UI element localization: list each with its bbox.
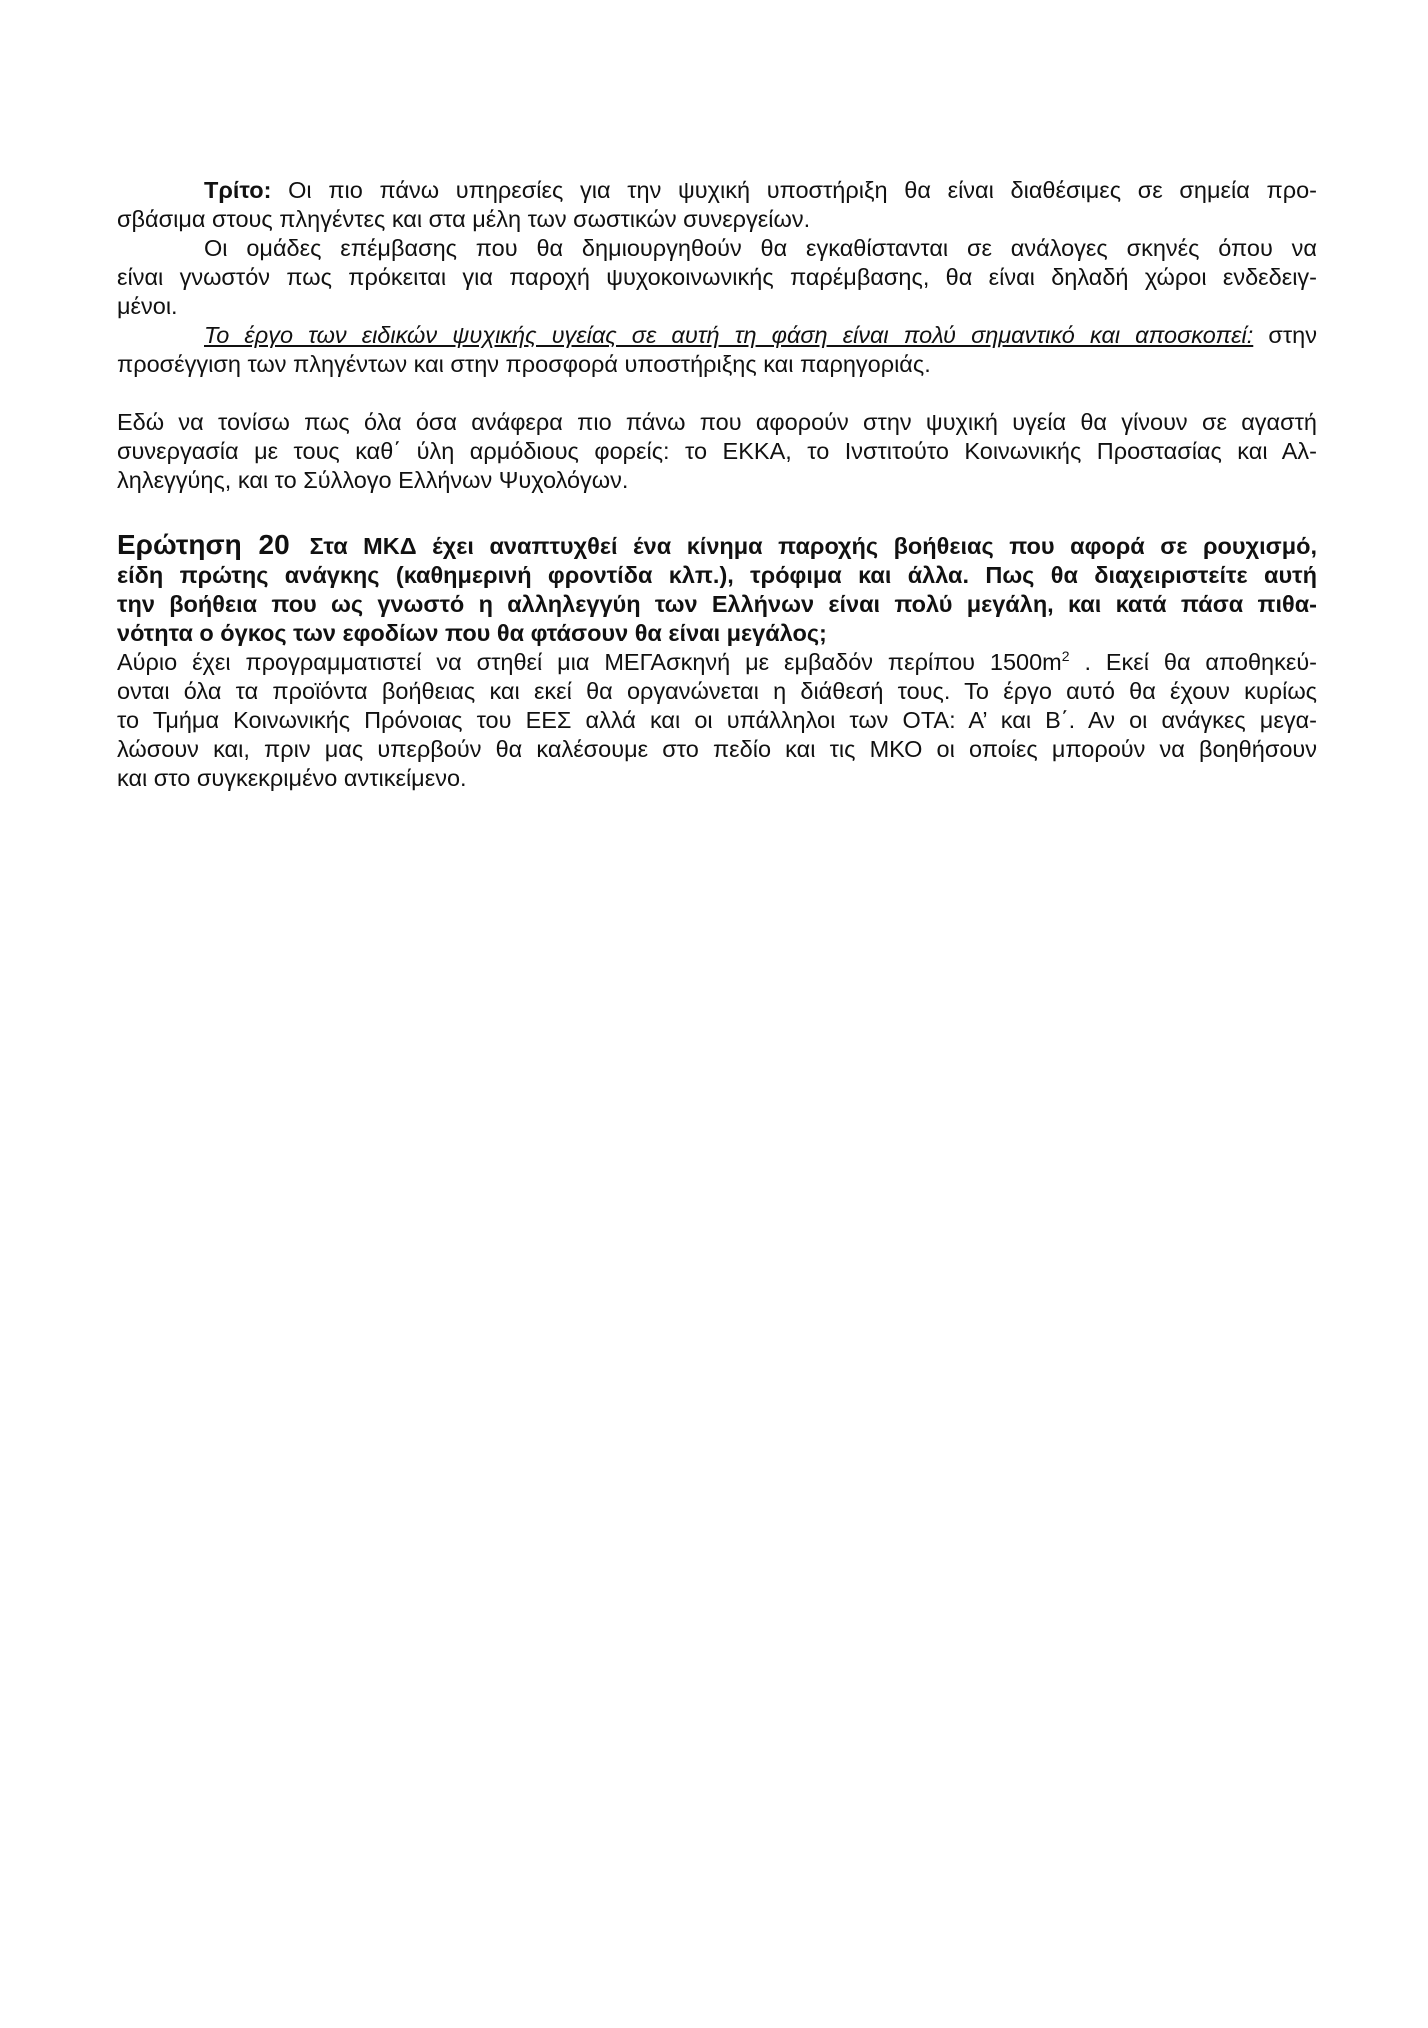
answer-20 xyxy=(117,648,1317,793)
paragraph-third-point xyxy=(117,176,1317,234)
document-page xyxy=(117,176,1317,793)
para2-line2: είναι γνωστόν πως πρόκειται για παροχή ψυχοκοινωνικής παρέμβασης, θα είναι δηλαδή χώροι ενδεδειγ- xyxy=(117,264,1317,290)
question-line1: Στα ΜΚΔ έχει αναπτυχθεί ένα κίνημα παροχής βοήθειας που αφορά σε ρουχισμό, xyxy=(309,533,1317,559)
question-label: Ερώτηση 20 xyxy=(117,529,290,560)
answer-line3: το Τμήμα Κοινωνικής Πρόνοιας του ΕΕΣ αλλά και οι υπάλληλοι των ΟΤΑ: Α’ και Β΄. Αν οι ανάγκες μεγα- xyxy=(117,707,1317,733)
spacer xyxy=(117,379,1317,408)
para4-line2: συνεργασία με τους καθ΄ ύλη αρμόδιους φορείς: το ΕΚΚΑ, το Ινστιτούτο Κοινωνικής Προστασίας και Αλ- xyxy=(117,438,1317,464)
para3-line1-rest: στην xyxy=(1253,322,1317,348)
question-line4: νότητα ο όγκος των εφοδίων που θα φτάσουν θα είναι μεγάλος; xyxy=(117,620,827,646)
answer-line4: λώσουν και, πριν μας υπερβούν θα καλέσουμε στο πεδίο και τις ΜΚΟ οι οποίες μπορούν να βοηθήσουν xyxy=(117,736,1317,762)
answer-line1a: Αύριο έχει προγραμματιστεί να στηθεί μια ΜΕΓΑσκηνή με εμβαδόν περίπου 1500m xyxy=(117,649,1062,675)
para2-line3: μένοι. xyxy=(117,293,178,319)
emphasis-text: Το έργο των ειδικών ψυχικής υγείας σε αυτή τη φάση είναι πολύ σημαντικό και αποσκοπεί: xyxy=(204,322,1254,348)
para2-line1: Οι ομάδες επέμβασης που θα δημιουργηθούν θα εγκαθίστανται σε ανάλογες σκηνές όπου να xyxy=(204,235,1317,261)
question-line2: είδη πρώτης ανάγκης (καθημερινή φροντίδα κλπ.), τρόφιμα και άλλα. Πως θα διαχειριστείτε αυτή xyxy=(117,562,1317,588)
text-line xyxy=(117,530,1317,561)
spacer xyxy=(117,495,1317,524)
answer-line1b: . Εκεί θα αποθηκεύ- xyxy=(1069,649,1317,675)
text-line xyxy=(117,648,1317,677)
paragraph-cooperation xyxy=(117,408,1317,495)
text-line xyxy=(117,176,1317,205)
paragraph-intervention-teams xyxy=(117,234,1317,321)
para1-line1: Οι πιο πάνω υπηρεσίες για την ψυχική υποστήριξη θα είναι διαθέσιμες σε σημεία προ- xyxy=(271,177,1317,203)
third-label: Τρίτο: xyxy=(204,177,272,203)
para3-line2: προσέγγιση των πληγέντων και στην προσφορά υποστήριξης και παρηγοριάς. xyxy=(117,351,931,377)
para1-line2: σβάσιμα στους πληγέντες και στα μέλη των σωστικών συνεργείων. xyxy=(117,206,811,232)
para4-line1: Εδώ να τονίσω πως όλα όσα ανάφερα πιο πάνω που αφορούν στην ψυχική υγεία θα γίνουν σε αγαστή xyxy=(117,409,1317,435)
paragraph-mental-health-role xyxy=(117,321,1317,379)
superscript: 2 xyxy=(1061,648,1070,665)
answer-line5: και στο συγκεκριμένο αντικείμενο. xyxy=(117,765,467,791)
para4-line3: ληλεγγύης, και το Σύλλογο Ελλήνων Ψυχολόγων. xyxy=(117,467,629,493)
question-line3: την βοήθεια που ως γνωστό η αλληλεγγύη των Ελλήνων είναι πολύ μεγάλη, και κατά πάσα πιθα- xyxy=(117,591,1317,617)
text-line xyxy=(117,321,1317,350)
answer-line2: ονται όλα τα προϊόντα βοήθειας και εκεί θα οργανώνεται η διάθεσή τους. Το έργο αυτό θα έχουν κυρίως xyxy=(117,678,1317,704)
question-20 xyxy=(117,530,1317,648)
